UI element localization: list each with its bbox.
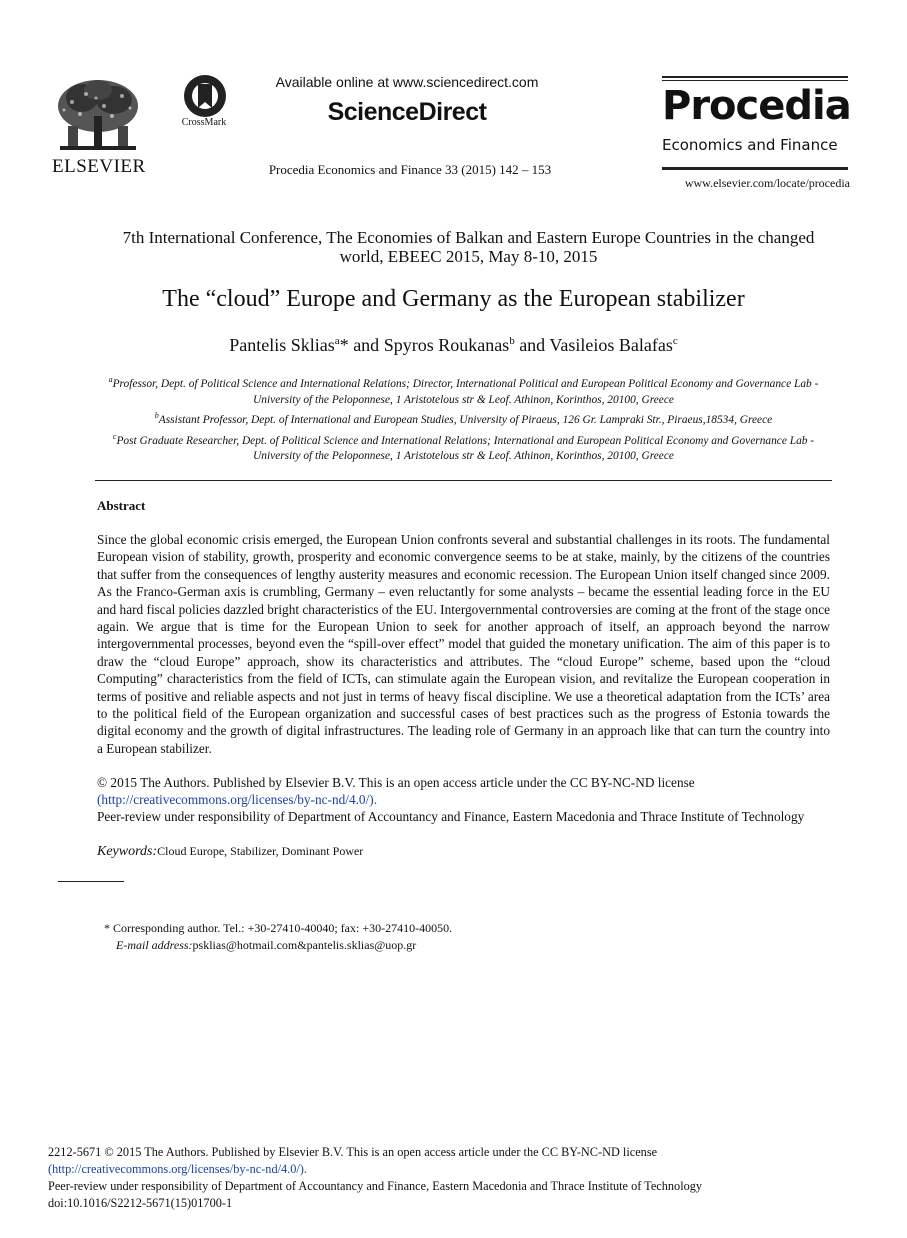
available-online-text[interactable]: Available online at www.sciencedirect.com xyxy=(275,74,539,90)
journal-url-link[interactable]: www.elsevier.com/locate/procedia xyxy=(684,176,850,190)
affiliation-mark: c xyxy=(112,431,117,441)
elsevier-wordmark: ELSEVIER xyxy=(52,156,146,177)
paper-title: The “cloud” Europe and Germany as the European stabilizer xyxy=(162,286,745,312)
author-affiliation-mark: a xyxy=(334,335,340,347)
author-affiliation-mark: b xyxy=(509,335,515,347)
affiliation-item xyxy=(100,408,827,429)
affiliation-item xyxy=(100,372,827,408)
license-line: © 2015 The Authors. Published by Elsevier B.V. This is an open access article under the CC BY-NC-ND license xyxy=(97,775,695,790)
email-label: E-mail address: xyxy=(116,938,193,952)
journal-reference: Procedia Economics and Finance 33 (2015) 142 – 153 xyxy=(268,162,552,177)
keywords-text: Cloud Europe, Stabilizer, Dominant Power xyxy=(157,844,364,858)
corresponding-star: * xyxy=(339,335,349,355)
author-list xyxy=(60,335,847,356)
affiliation-text: Post Graduate Researcher, Dept. of Political Science and International Relations; International and European Political Economy and Governance Lab - University of the Peloponnese, 1 Aristotelous str & Leof. Athinon, Korinthos, 20100, Greece xyxy=(116,434,815,463)
procedia-logo: Procedia xyxy=(662,83,851,129)
author-name: Pantelis Sklias xyxy=(229,335,335,355)
issn-copyright-line: 2212-5671 © 2015 The Authors. Published by Elsevier B.V. This is an open access article under the CC BY-NC-ND license xyxy=(48,1145,658,1159)
abstract-heading: Abstract xyxy=(97,498,146,513)
author-separator: and xyxy=(514,335,550,355)
affiliation-text: Assistant Professor, Dept. of International and European Studies, University of Piraeus, 126 Gr. Lampraki Str., Piraeus,18534, Greece xyxy=(158,414,773,426)
author-separator: and xyxy=(348,335,384,355)
author-name: Spyros Roukanas xyxy=(383,335,510,355)
procedia-subtitle: Economics and Finance xyxy=(662,136,838,154)
author-name: Vasileios Balafas xyxy=(549,335,673,355)
keywords-label: Keywords: xyxy=(97,844,158,859)
corresponding-author-footnote xyxy=(104,920,664,954)
conference-name: 7th International Conference, The Economies of Balkan and Eastern Europe Countries in the changed world, EBEEC 2015, May 8-10, 2015 xyxy=(122,228,815,266)
footnote-divider xyxy=(58,881,124,882)
author-affiliation-mark: c xyxy=(672,335,678,347)
elsevier-logo xyxy=(52,76,144,176)
bottom-license-link[interactable]: (http://creativecommons.org/licenses/by-nc-nd/4.0/). xyxy=(48,1162,307,1176)
elsevier-tree-icon xyxy=(52,76,144,156)
procedia-bottom-rule xyxy=(662,167,848,170)
affiliation-mark: b xyxy=(154,411,159,421)
abstract-body: Since the global economic crisis emerged, the European Union confronts several and substantial challenges in its roots. The fundamental European vision of stability, growth, prosperity and economic convergence seems to be at stake, mainly, by the citizens of the countries that suffer from the consequences of lengthy austerity measures and economic recession. The European Union itself changed since 2009. As the Franco-German axis is crumbling, Germany – even reluctantly for some analysts – became the essential leading force in the EU and hard fiscal policies dazzled bright characteristics of the EU. Intergovernmental controversies are coming at the front of the stage once again. We argue that is time for the European Union to seek for another approach of itself, an approach beyond the narrow intergovernmental processes, beyond even the “spill-over effect” model that guided the monetary unification. The aim of this paper is to draw the “cloud Europe” approach, show its characteristics and attributes. The “cloud Europe” scheme, based upon the “cloud Computing” characteristics from the field of ICTs, can stimulate again the European vision, and revitalize the European cooperation in terms of positive and reliable aspects and not just in terms of heavy fiscal discipline. We use a theoretical adaptation from the ICTs’ area to the political field of the European organization and successful cases of best practices such as the progress of Estonia towards the digital economy and the growth of digital infrastructures. The leading role of Germany in an approach like that can turn the country into a European stabilizer. xyxy=(97,532,830,756)
keywords xyxy=(97,844,837,860)
license-statement xyxy=(97,774,837,825)
bottom-peer-review-line: Peer-review under responsibility of Department of Accountancy and Finance, Eastern Macedonia and Thrace Institute of Technology xyxy=(48,1179,703,1193)
affiliation-list xyxy=(100,372,827,465)
procedia-top-rule xyxy=(662,76,848,82)
doi[interactable]: doi:10.1016/S2212-5671(15)01700-1 xyxy=(48,1196,233,1210)
section-divider xyxy=(95,480,832,481)
affiliation-item xyxy=(100,429,827,465)
bottom-copyright-block xyxy=(48,1144,868,1212)
corresponding-contact: * Corresponding author. Tel.: +30-27410-40040; fax: +30-27410-40050. xyxy=(104,921,453,935)
license-link[interactable]: (http://creativecommons.org/licenses/by-nc-nd/4.0/). xyxy=(97,792,378,807)
affiliation-text: Professor, Dept. of Political Science and International Relations; Director, International Political and European Political Economy and Governance Lab - University of the Peloponnese, 1 Aristotelous str & Leof. Athinon, Korinthos, 20100, Greece xyxy=(112,377,819,406)
crossmark-label: CrossMark xyxy=(181,117,227,128)
email-address[interactable]: psklias@hotmail.com&pantelis.sklias@uop.gr xyxy=(192,938,417,952)
peer-review-line: Peer-review under responsibility of Department of Accountancy and Finance, Eastern Macedonia and Thrace Institute of Technology xyxy=(97,809,805,824)
email-line xyxy=(104,937,664,954)
sciencedirect-logo[interactable]: ScienceDirect xyxy=(327,98,487,126)
affiliation-mark: a xyxy=(108,375,113,384)
